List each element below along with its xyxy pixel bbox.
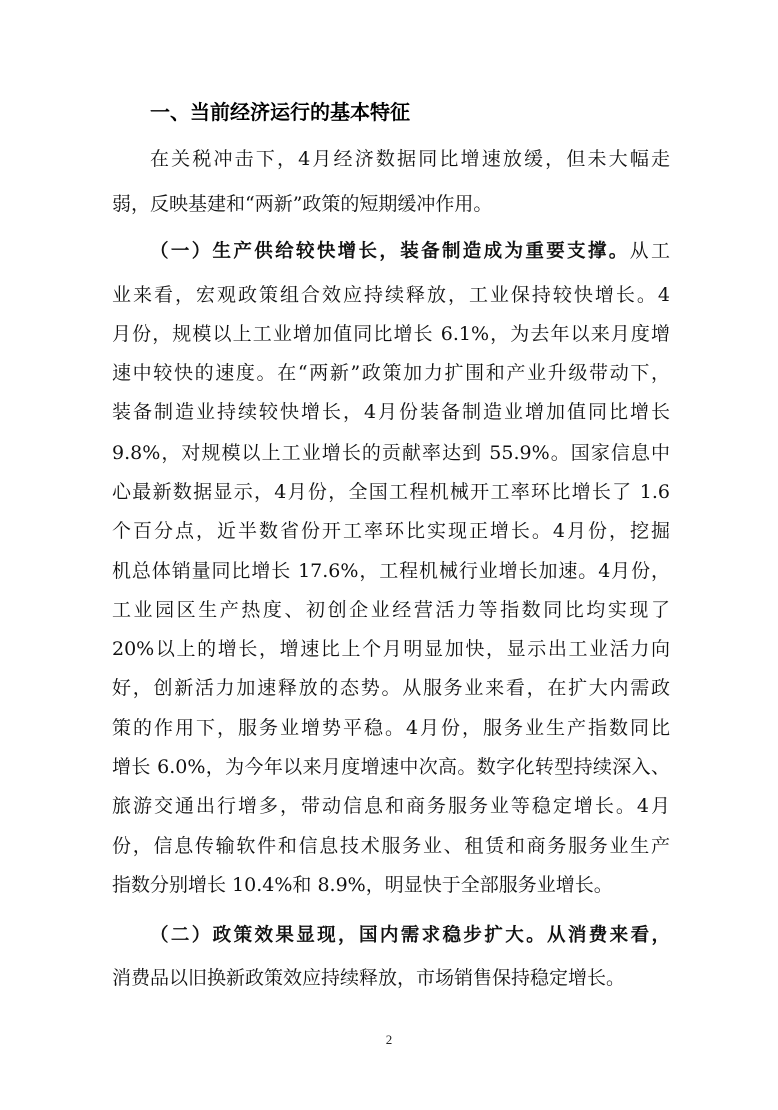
paragraph-2-line-17: 指数分别增长 10.4%和 8.9%，明显快于全部服务业增长。 — [112, 874, 613, 896]
paragraph-2-line-8: 个百分点，近半数省份开工率环比实现正增长。4月份，挖掘 — [112, 520, 670, 542]
paragraph-2-lead: （一）生产供给较快增长，装备制造成为重要支撑。 — [150, 241, 630, 262]
paragraph-2-line-13: 策的作用下，服务业增势平稳。4月份，服务业生产指数同比 — [112, 717, 670, 739]
paragraph-3-lead: （二）政策效果显现，国内需求稳步扩大。 — [150, 925, 547, 946]
paragraph-2-line-2: 业来看，宏观政策组合效应持续释放，工业保持较快增长。4 — [112, 284, 670, 306]
paragraph-2-first-rest: 从工 — [629, 240, 670, 262]
page-number: 2 — [385, 1032, 393, 1047]
paragraph-2-line-11: 20%以上的增长，增速比上个月明显加快，显示出工业活力向 — [112, 638, 670, 660]
paragraph-2-line-14: 增长 6.0%，为今年以来月度增速中次高。数字化转型持续深入、 — [112, 756, 670, 778]
paragraph-2-line-1 — [150, 231, 670, 271]
paragraph-2-line-6: 9.8%，对规模以上工业增长的贡献率达到 55.9%。国家信息中 — [112, 442, 670, 464]
paragraph-3-line-2: 消费品以旧换新政策效应持续释放，市场销售保持稳定增长。 — [112, 967, 626, 989]
paragraph-2-line-12: 好，创新活力加速释放的态势。从服务业来看，在扩大内需政 — [112, 677, 670, 699]
paragraph-2-line-4: 速中较快的速度。在“两新”政策加力扩围和产业升级带动下， — [112, 362, 670, 384]
paragraph-1-line-1: 在关税冲击下，4月经济数据同比增速放缓，但未大幅走 — [150, 148, 670, 170]
paragraph-2-line-9: 机总体销量同比增长 17.6%，工程机械行业增长加速。4月份， — [112, 560, 670, 582]
paragraph-2-line-10: 工业园区生产热度、初创企业经营活力等指数同比均实现了 — [112, 599, 670, 621]
paragraph-2-line-3: 月份，规模以上工业增加值同比增长 6.1%，为去年以来月度增 — [112, 323, 670, 345]
paragraph-2-line-16: 份，信息传输软件和信息技术服务业、租赁和商务服务业生产 — [112, 835, 670, 857]
paragraph-3-line-1 — [150, 915, 670, 955]
section-heading: 一、当前经济运行的基本特征 — [150, 100, 410, 124]
paragraph-2-line-7: 心最新数据显示，4月份，全国工程机械开工率环比增长了 1.6 — [112, 481, 670, 503]
paragraph-3-first-rest: 从消费来看， — [547, 925, 670, 946]
paragraph-2-line-5: 装备制造业持续较快增长，4月份装备制造业增加值同比增长 — [112, 401, 670, 423]
paragraph-1-line-2: 弱，反映基建和“两新”政策的短期缓冲作用。 — [112, 193, 493, 215]
paragraph-2-line-15: 旅游交通出行增多，带动信息和商务服务业等稳定增长。4月 — [112, 795, 670, 817]
